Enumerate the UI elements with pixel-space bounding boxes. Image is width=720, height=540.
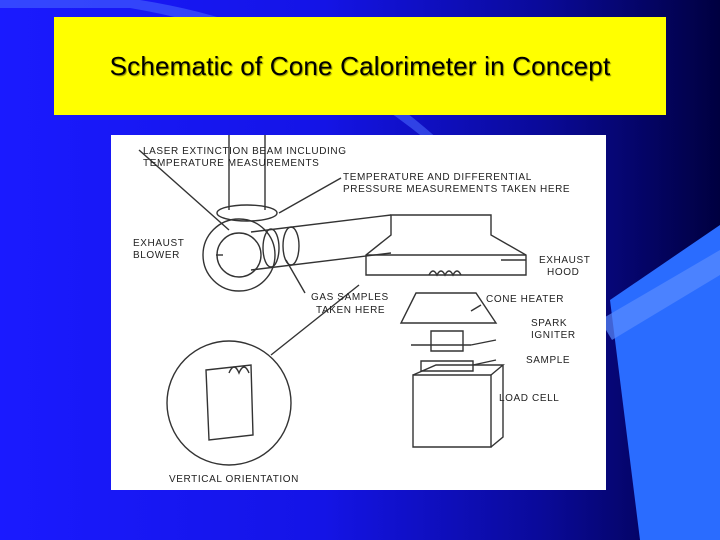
- label-hood-line2: HOOD: [547, 267, 580, 278]
- label-load-cell: LOAD CELL: [499, 393, 560, 404]
- leader-temperature: [279, 178, 341, 213]
- exhaust-hood: [366, 215, 526, 275]
- duct-ring-2: [283, 227, 299, 265]
- leader-cone: [471, 305, 481, 311]
- blower-inner: [217, 233, 261, 277]
- schematic-drawing: [111, 135, 606, 490]
- label-vertical-orientation: VERTICAL ORIENTATION: [169, 474, 299, 485]
- stack-flange: [217, 205, 277, 221]
- label-spark-line2: IGNITER: [531, 330, 576, 341]
- title-box: [54, 17, 666, 115]
- label-sample: SAMPLE: [526, 355, 571, 366]
- label-gas-line1: GAS SAMPLES: [311, 292, 389, 303]
- sample-holder: [431, 331, 463, 351]
- label-spark-line1: SPARK: [531, 318, 568, 329]
- label-laser-line1: LASER EXTINCTION BEAM INCLUDING: [143, 146, 347, 157]
- cone-heater: [401, 293, 496, 323]
- leader-spark: [471, 340, 496, 345]
- sample-plate: [421, 361, 473, 371]
- vertical-sample-frame: [206, 365, 253, 440]
- load-cell: [413, 375, 491, 447]
- vertical-flames: [229, 367, 249, 373]
- load-cell-side: [413, 365, 503, 447]
- duct-ring-1: [263, 229, 279, 267]
- label-blower-line2: BLOWER: [133, 250, 180, 261]
- slide-title: Schematic of Cone Calorimeter in Concept: [109, 50, 611, 81]
- label-temp-line1: TEMPERATURE AND DIFFERENTIAL: [343, 172, 532, 183]
- label-cone-heater: CONE HEATER: [486, 294, 565, 305]
- label-blower-line1: EXHAUST: [133, 238, 185, 249]
- label-laser-line2: TEMPERATURE MEASUREMENTS: [143, 158, 320, 169]
- exhaust-duct: [251, 215, 391, 270]
- label-temp-line2: PRESSURE MEASUREMENTS TAKEN HERE: [343, 184, 571, 195]
- vertical-orientation-inset: [167, 341, 291, 465]
- label-hood-line1: EXHAUST: [539, 255, 591, 266]
- leader-sample: [473, 360, 496, 365]
- label-gas-line2: TAKEN HERE: [316, 305, 386, 316]
- cone-calorimeter-schematic: [111, 135, 606, 490]
